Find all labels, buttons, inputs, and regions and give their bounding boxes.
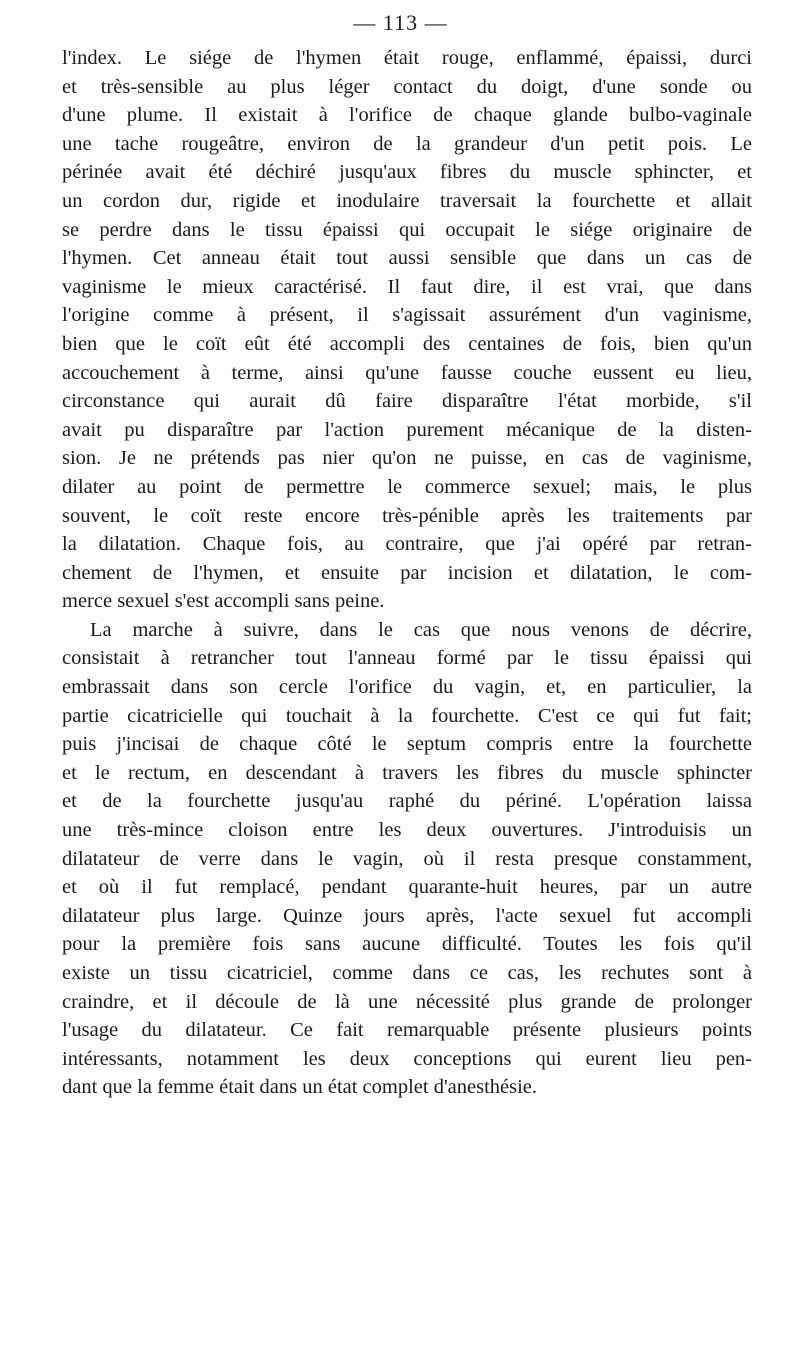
text-line: accouchement à terme, ainsi qu'une fausse couche eussent eu lieu,: [62, 361, 752, 384]
text-line: craindre, et il découle de là une nécessité plus grande de prolonger: [62, 990, 752, 1013]
text-line: périnée avait été déchiré jusqu'aux fibres du muscle sphincter, et: [62, 161, 752, 184]
text-line: pour la première fois sans aucune difficulté. Toutes les fois qu'il: [62, 933, 752, 956]
text-line: et très-sensible au plus léger contact du doigt, d'une sonde ou: [62, 75, 752, 98]
text-line: dilatateur de verre dans le vagin, où il resta presque constamment,: [62, 847, 752, 870]
text-line: et le rectum, en descendant à travers les fibres du muscle sphincter: [62, 761, 752, 784]
text-line: bien que le coït eût été accompli des centaines de fois, bien qu'un: [62, 332, 752, 355]
text-line: avait pu disparaître par l'action purement mécanique de la disten-: [62, 418, 752, 441]
text-line: sion. Je ne prétends pas nier qu'on ne puisse, en cas de vaginisme,: [62, 447, 752, 470]
text-line: dilatateur plus large. Quinze jours après, l'acte sexuel fut accompli: [62, 904, 752, 927]
text-line: consistait à retrancher tout l'anneau formé par le tissu épaissi qui: [62, 647, 752, 670]
text-line: partie cicatricielle qui touchait à la fourchette. C'est ce qui fut fait;: [62, 704, 752, 727]
text-line: d'une plume. Il existait à l'orifice de chaque glande bulbo-vaginale: [62, 104, 752, 127]
text-line: l'hymen. Cet anneau était tout aussi sensible que dans un cas de: [62, 247, 752, 270]
text-line: embrassait dans son cercle l'orifice du vagin, et, en particulier, la: [62, 676, 752, 699]
text-line: et de la fourchette jusqu'au raphé du périné. L'opération laissa: [62, 790, 752, 813]
body-text: [62, 44, 752, 1102]
text-line: une tache rougeâtre, environ de la grandeur d'un petit pois. Le: [62, 132, 752, 155]
text-line: puis j'incisai de chaque côté le septum compris entre la fourchette: [62, 733, 752, 756]
text-line: l'usage du dilatateur. Ce fait remarquable présente plusieurs points: [62, 1019, 752, 1042]
text-line: existe un tissu cicatriciel, comme dans ce cas, les rechutes sont à: [62, 962, 752, 984]
text-line: souvent, le coït reste encore très-pénible après les traitements par: [62, 504, 752, 527]
text-line: dant que la femme était dans un état complet d'anesthésie.: [62, 1076, 538, 1099]
text-line: circonstance qui aurait dû faire disparaître l'état morbide, s'il: [62, 390, 752, 413]
text-line: dilater au point de permettre le commerce sexuel; mais, le plus: [62, 475, 752, 498]
text-line: un cordon dur, rigide et inodulaire traversait la fourchette et allait: [62, 189, 752, 212]
page-number: — 113 —: [353, 10, 448, 35]
text-line: la dilatation. Chaque fois, au contraire, que j'ai opéré par retran-: [62, 533, 752, 556]
text-line: intéressants, notamment les deux conceptions qui eurent lieu pen-: [62, 1047, 752, 1070]
text-line: chement de l'hymen, et ensuite par incision et dilatation, le com-: [62, 561, 752, 584]
text-line: merce sexuel s'est accompli sans peine.: [62, 590, 385, 613]
text-line: une très-mince cloison entre les deux ouvertures. J'introduisis un: [62, 819, 752, 842]
text-line: et où il fut remplacé, pendant quarante-huit heures, par un autre: [62, 876, 752, 899]
text-line: se perdre dans le tissu épaissi qui occupait le siége originaire de: [62, 218, 752, 241]
text-line: l'origine comme à présent, il s'agissait assurément d'un vaginisme,: [62, 304, 752, 327]
text-line: La marche à suivre, dans le cas que nous venons de décrire,: [90, 618, 752, 641]
text-line: l'index. Le siége de l'hymen était rouge, enflammé, épaissi, durci: [62, 47, 752, 69]
text-line: vaginisme le mieux caractérisé. Il faut dire, il est vrai, que dans: [62, 275, 752, 298]
